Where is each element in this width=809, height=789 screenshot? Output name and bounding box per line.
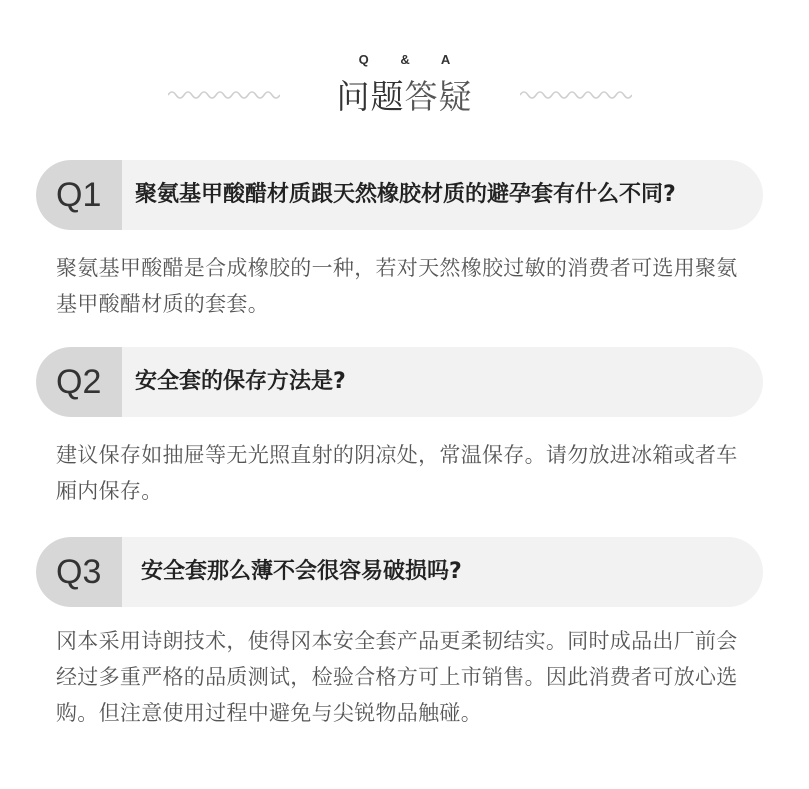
page-title — [0, 74, 809, 120]
question-tag: Q1 — [36, 160, 122, 230]
question-text: 聚氨基甲酸醋材质跟天然橡胶材质的避孕套有什么不同? — [135, 182, 676, 207]
question-bar-2 — [36, 347, 763, 417]
wave-decoration-right — [520, 88, 632, 102]
qa-label: Q & A — [358, 52, 465, 67]
question-text: 安全套那么薄不会很容易破损吗? — [141, 559, 462, 584]
question-tag: Q2 — [36, 347, 122, 417]
question-text: 安全套的保存方法是? — [135, 369, 346, 394]
answer-text-2: 建议保存如抽屉等无光照直射的阴凉处，常温保存。请勿放进冰箱或者车厢内保存。 — [56, 443, 738, 503]
question-tag: Q3 — [36, 537, 122, 607]
question-bar-3 — [36, 537, 763, 607]
title-dark-part: 问题 — [336, 77, 405, 116]
title-light-part: 答疑 — [404, 77, 473, 116]
question-bar-1 — [36, 160, 763, 230]
answer-text-3: 冈本采用诗朗技术，使得冈本安全套产品更柔韧结实。同时成品出厂前会经过多重严格的品质测试，检验合格方可上市销售。因此消费者可放心选购。但注意使用过程中避免与尖锐物品触碰。 — [56, 629, 738, 725]
page-header — [0, 0, 809, 130]
answer-text-1: 聚氨基甲酸醋是合成橡胶的一种，若对天然橡胶过敏的消费者可选用聚氨基甲酸醋材质的套套。 — [56, 256, 738, 316]
